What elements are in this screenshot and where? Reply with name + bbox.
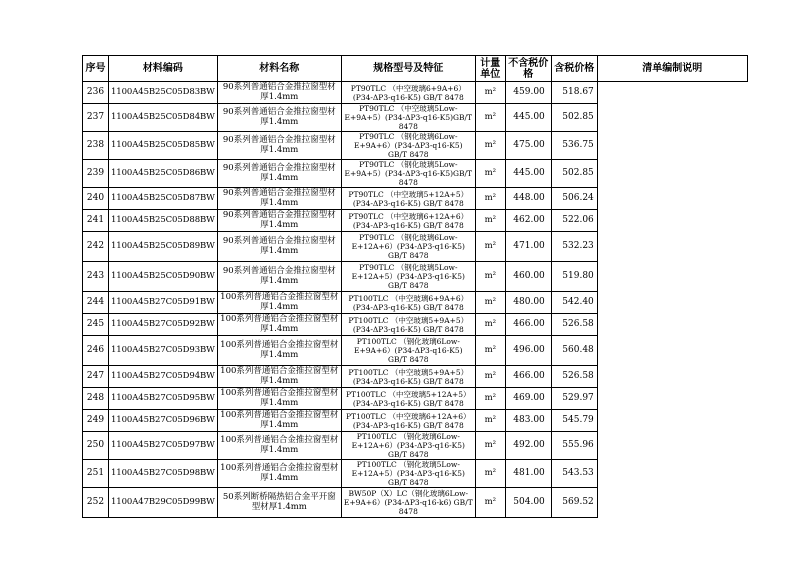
- row-price-in-tax: 526.58: [551, 314, 597, 336]
- row-unit: m²: [475, 232, 505, 262]
- row-material-code: 1100A45B27C05D92BW: [109, 314, 218, 336]
- row-price-in-tax: 519.80: [551, 262, 597, 292]
- table-row: [83, 410, 748, 432]
- row-seq: 240: [83, 188, 109, 210]
- row-note: [597, 232, 747, 262]
- row-price-ex-tax: 480.00: [505, 292, 551, 314]
- row-material-name: 100系列普通铝合金推拉窗型材厚1.4mm: [217, 432, 341, 460]
- row-spec: PT90TLC （中空玻璃6+12A+6）(P34-ΔP3-q16-K5) GB/T 8478: [341, 210, 475, 232]
- price-list-sheet: [82, 55, 748, 518]
- row-spec: PT90TLC （钢化玻璃6Low-E+12A+6）(P34-ΔP3-q16-K5) GB/T 8478: [341, 232, 475, 262]
- row-material-code: 1100A47B29C05D99BW: [109, 488, 218, 518]
- header-spec: 规格型号及特征: [341, 56, 475, 82]
- row-price-ex-tax: 492.00: [505, 432, 551, 460]
- table-row: [83, 432, 748, 460]
- row-seq: 246: [83, 336, 109, 366]
- row-spec: PT100TLC （中空玻璃6+12A+6）(P34-ΔP3-q16-K5) GB/T 8478: [341, 410, 475, 432]
- row-note: [597, 188, 747, 210]
- table-row: [83, 292, 748, 314]
- table-body: [83, 82, 748, 518]
- row-spec: PT100TLC （中空玻璃6+9A+6）(P34-ΔP3-q16-K5) GB/T 8478: [341, 292, 475, 314]
- table-row: [83, 366, 748, 388]
- row-note: [597, 488, 747, 518]
- row-price-ex-tax: 481.00: [505, 460, 551, 488]
- row-note: [597, 432, 747, 460]
- row-seq: 243: [83, 262, 109, 292]
- row-spec: PT100TLC （中空玻璃5+9A+5）(P34-ΔP3-q16-K5) GB/T 8478: [341, 314, 475, 336]
- row-price-ex-tax: 471.00: [505, 232, 551, 262]
- row-unit: m²: [475, 82, 505, 104]
- row-note: [597, 160, 747, 188]
- header-price-ex: 不含税价 格: [505, 56, 551, 82]
- row-material-code: 1100A45B25C05D86BW: [109, 160, 218, 188]
- row-spec: PT90TLC （中空玻璃5Low-E+9A+5）(P34-ΔP3-q16-K5)GB/T 8478: [341, 104, 475, 132]
- row-material-name: 100系列普通铝合金推拉窗型材厚1.4mm: [217, 410, 341, 432]
- header-note: 清单编制说明: [597, 56, 747, 82]
- row-material-name: 100系列普通铝合金推拉窗型材厚1.4mm: [217, 460, 341, 488]
- row-unit: m²: [475, 262, 505, 292]
- row-seq: 245: [83, 314, 109, 336]
- row-price-in-tax: 506.24: [551, 188, 597, 210]
- row-price-ex-tax: 483.00: [505, 410, 551, 432]
- row-price-in-tax: 502.85: [551, 104, 597, 132]
- row-unit: m²: [475, 432, 505, 460]
- row-spec: PT90TLC （钢化玻璃6Low-E+9A+6）(P34-ΔP3-q16-K5) GB/T 8478: [341, 132, 475, 160]
- row-material-code: 1100A45B25C05D88BW: [109, 210, 218, 232]
- row-material-code: 1100A45B27C05D93BW: [109, 336, 218, 366]
- table-row: [83, 460, 748, 488]
- row-note: [597, 292, 747, 314]
- table-row: [83, 82, 748, 104]
- row-price-in-tax: 529.97: [551, 388, 597, 410]
- row-price-in-tax: 522.06: [551, 210, 597, 232]
- row-unit: m²: [475, 388, 505, 410]
- table-row: [83, 488, 748, 518]
- row-unit: m²: [475, 460, 505, 488]
- row-price-in-tax: 536.75: [551, 132, 597, 160]
- row-material-code: 1100A45B27C05D94BW: [109, 366, 218, 388]
- row-seq: 244: [83, 292, 109, 314]
- row-note: [597, 410, 747, 432]
- row-spec: PT100TLC （钢化玻璃6Low-E+12A+6）(P34-ΔP3-q16-K5) GB/T 8478: [341, 432, 475, 460]
- table-row: [83, 336, 748, 366]
- row-price-ex-tax: 459.00: [505, 82, 551, 104]
- row-seq: 247: [83, 366, 109, 388]
- row-material-name: 90系列普通铝合金推拉窗型材厚1.4mm: [217, 82, 341, 104]
- row-unit: m²: [475, 410, 505, 432]
- header-name: 材料名称: [217, 56, 341, 82]
- row-note: [597, 104, 747, 132]
- row-note: [597, 314, 747, 336]
- row-seq: 251: [83, 460, 109, 488]
- row-unit: m²: [475, 488, 505, 518]
- header-unit: 计量单位: [475, 56, 505, 82]
- row-price-ex-tax: 475.00: [505, 132, 551, 160]
- row-note: [597, 460, 747, 488]
- row-material-code: 1100A45B25C05D83BW: [109, 82, 218, 104]
- table-row: [83, 210, 748, 232]
- row-material-code: 1100A45B25C05D85BW: [109, 132, 218, 160]
- row-unit: m²: [475, 160, 505, 188]
- row-seq: 242: [83, 232, 109, 262]
- row-material-name: 100系列普通铝合金推拉窗型材厚1.4mm: [217, 314, 341, 336]
- row-material-name: 90系列普通铝合金推拉窗型材厚1.4mm: [217, 132, 341, 160]
- table-row: [83, 188, 748, 210]
- table-row: [83, 160, 748, 188]
- row-price-in-tax: 569.52: [551, 488, 597, 518]
- row-spec: PT90TLC （钢化玻璃5Low-E+12A+5）(P34-ΔP3-q16-K5) GB/T 8478: [341, 262, 475, 292]
- row-material-name: 90系列普通铝合金推拉窗型材厚1.4mm: [217, 210, 341, 232]
- row-material-code: 1100A45B25C05D87BW: [109, 188, 218, 210]
- header-seq: 序号: [83, 56, 109, 82]
- row-material-name: 90系列普通铝合金推拉窗型材厚1.4mm: [217, 188, 341, 210]
- row-seq: 239: [83, 160, 109, 188]
- row-price-ex-tax: 445.00: [505, 160, 551, 188]
- table-row: [83, 104, 748, 132]
- price-table: [82, 55, 748, 518]
- row-seq: 236: [83, 82, 109, 104]
- row-price-ex-tax: 460.00: [505, 262, 551, 292]
- row-unit: m²: [475, 210, 505, 232]
- row-price-ex-tax: 504.00: [505, 488, 551, 518]
- row-unit: m²: [475, 292, 505, 314]
- row-seq: 250: [83, 432, 109, 460]
- row-material-code: 1100A45B27C05D98BW: [109, 460, 218, 488]
- row-price-ex-tax: 445.00: [505, 104, 551, 132]
- row-spec: BW50P（X）LC（钢化玻璃6Low-E+9A+6）(P34-ΔP3-q16-k6) GB/T 8478: [341, 488, 475, 518]
- row-note: [597, 366, 747, 388]
- row-seq: 252: [83, 488, 109, 518]
- row-material-name: 90系列普通铝合金推拉窗型材厚1.4mm: [217, 104, 341, 132]
- row-price-in-tax: 543.53: [551, 460, 597, 488]
- row-price-in-tax: 532.23: [551, 232, 597, 262]
- row-price-ex-tax: 466.00: [505, 314, 551, 336]
- row-unit: m²: [475, 188, 505, 210]
- row-material-name: 50系列断桥隔热铝合金平开窗型材厚1.4mm: [217, 488, 341, 518]
- row-note: [597, 336, 747, 366]
- row-price-ex-tax: 469.00: [505, 388, 551, 410]
- table-row: [83, 388, 748, 410]
- row-material-code: 1100A45B25C05D84BW: [109, 104, 218, 132]
- row-material-code: 1100A45B27C05D91BW: [109, 292, 218, 314]
- row-material-code: 1100A45B25C05D90BW: [109, 262, 218, 292]
- row-price-in-tax: 555.96: [551, 432, 597, 460]
- row-spec: PT90TLC （中空玻璃5+12A+5）(P34-ΔP3-q16-K5) GB/T 8478: [341, 188, 475, 210]
- row-spec: PT90TLC （钢化玻璃5Low-E+9A+5）(P34-ΔP3-q16-K5)GB/T 8478: [341, 160, 475, 188]
- row-note: [597, 388, 747, 410]
- row-material-name: 100系列普通铝合金推拉窗型材厚1.4mm: [217, 366, 341, 388]
- row-seq: 237: [83, 104, 109, 132]
- header-price-in: 含税价格: [551, 56, 597, 82]
- table-row: [83, 262, 748, 292]
- table-row: [83, 132, 748, 160]
- row-material-code: 1100A45B27C05D95BW: [109, 388, 218, 410]
- table-row: [83, 232, 748, 262]
- row-price-in-tax: 526.58: [551, 366, 597, 388]
- row-spec: PT100TLC （中空玻璃5+9A+5）(P34-ΔP3-q16-K5) GB/T 8478: [341, 366, 475, 388]
- row-price-in-tax: 560.48: [551, 336, 597, 366]
- row-unit: m²: [475, 336, 505, 366]
- row-unit: m²: [475, 104, 505, 132]
- row-material-name: 90系列普通铝合金推拉窗型材厚1.4mm: [217, 232, 341, 262]
- row-unit: m²: [475, 366, 505, 388]
- row-material-name: 100系列普通铝合金推拉窗型材厚1.4mm: [217, 388, 341, 410]
- row-price-in-tax: 542.40: [551, 292, 597, 314]
- row-material-name: 90系列普通铝合金推拉窗型材厚1.4mm: [217, 262, 341, 292]
- row-spec: PT100TLC （中空玻璃5+12A+5）(P34-ΔP3-q16-K5) GB/T 8478: [341, 388, 475, 410]
- row-price-ex-tax: 496.00: [505, 336, 551, 366]
- header-row: [83, 56, 748, 82]
- row-note: [597, 210, 747, 232]
- row-price-in-tax: 545.79: [551, 410, 597, 432]
- row-material-code: 1100A45B25C05D89BW: [109, 232, 218, 262]
- header-code: 材料编码: [109, 56, 218, 82]
- row-note: [597, 132, 747, 160]
- row-seq: 248: [83, 388, 109, 410]
- row-material-name: 100系列普通铝合金推拉窗型材厚1.4mm: [217, 292, 341, 314]
- row-spec: PT100TLC （钢化玻璃6Low-E+9A+6）(P34-ΔP3-q16-K5) GB/T 8478: [341, 336, 475, 366]
- row-price-in-tax: 518.67: [551, 82, 597, 104]
- row-seq: 241: [83, 210, 109, 232]
- row-price-in-tax: 502.85: [551, 160, 597, 188]
- row-unit: m²: [475, 132, 505, 160]
- row-price-ex-tax: 466.00: [505, 366, 551, 388]
- row-price-ex-tax: 462.00: [505, 210, 551, 232]
- row-note: [597, 82, 747, 104]
- row-material-name: 100系列普通铝合金推拉窗型材厚1.4mm: [217, 336, 341, 366]
- table-row: [83, 314, 748, 336]
- row-note: [597, 262, 747, 292]
- row-price-ex-tax: 448.00: [505, 188, 551, 210]
- row-material-name: 90系列普通铝合金推拉窗型材厚1.4mm: [217, 160, 341, 188]
- row-material-code: 1100A45B27C05D96BW: [109, 410, 218, 432]
- row-seq: 238: [83, 132, 109, 160]
- row-seq: 249: [83, 410, 109, 432]
- row-spec: PT100TLC （钢化玻璃5Low-E+12A+5）(P34-ΔP3-q16-K5) GB/T 8478: [341, 460, 475, 488]
- row-spec: PT90TLC （中空玻璃6+9A+6）(P34-ΔP3-q16-K5) GB/T 8478: [341, 82, 475, 104]
- row-material-code: 1100A45B27C05D97BW: [109, 432, 218, 460]
- row-unit: m²: [475, 314, 505, 336]
